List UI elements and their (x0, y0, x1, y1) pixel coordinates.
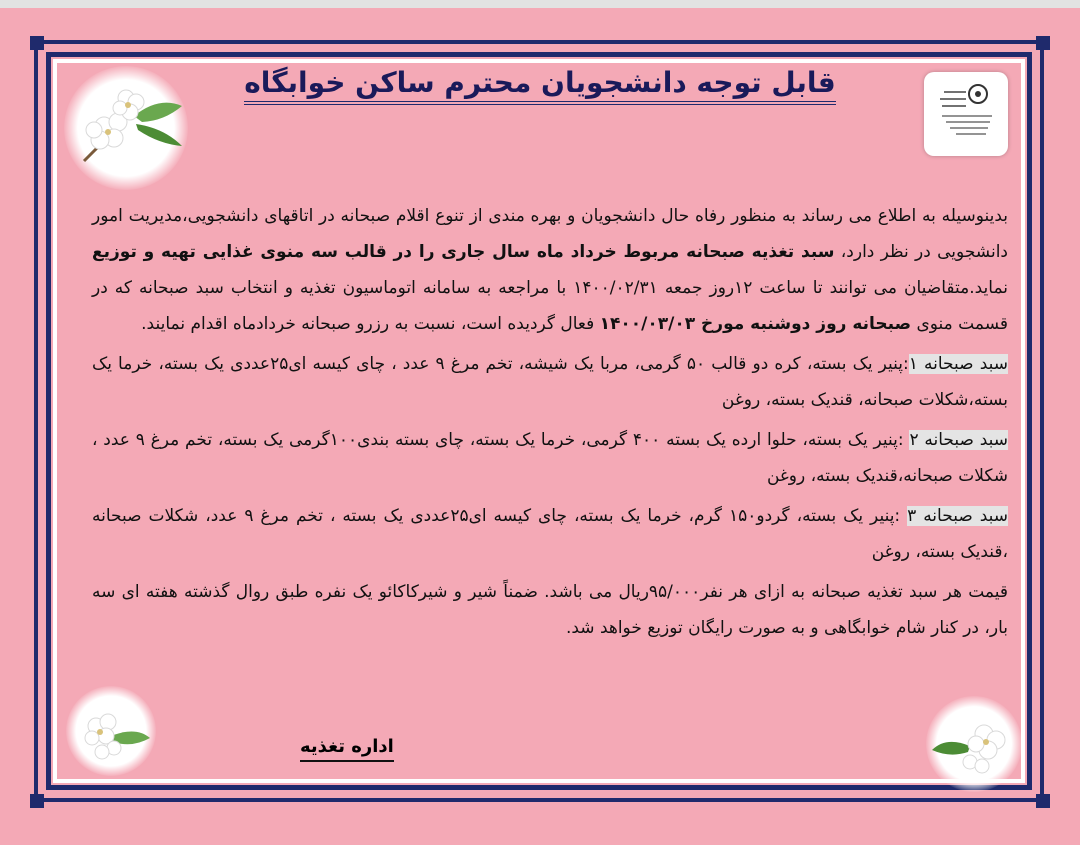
logo (924, 72, 1008, 156)
intro-paragraph (92, 198, 1008, 342)
cherry-blossom-icon (64, 66, 188, 190)
price-note: قیمت هر سبد تغذیه صبحانه به ازای هر نفر۹۵/۰۰۰ریال می باشد. ضمناً شیر و شیرکاکائو یک نفره طبق روال گذشته هفته ای سه بار، در کنار شام خوابگاهی و به صورت رایگان توزیع خواهد شد. (92, 582, 1008, 638)
university-emblem-icon (924, 72, 1008, 156)
frame-corner (30, 794, 44, 808)
basket-item (92, 346, 1008, 418)
basket-items: :پنیر یک بسته، حلوا ارده یک بسته ۴۰۰ گرمی، خرما یک بسته، چای بسته بندی۱۰۰گرمی یک بسته، تخم مرغ ۹ عدد ، شکلات صبحانه،قندیک بسته، روغن (92, 430, 1008, 486)
basket-items: :پنیر یک بسته، گردو۱۵۰ گرم، خرما یک بسته، چای کیسه ای۲۵عددی یک بسته ، تخم مرغ ۹ عدد، شکلات صبحانه ،قندیک بسته، روغن (92, 506, 1008, 562)
signature: اداره تغذیه (300, 734, 394, 762)
notice-body (92, 198, 1008, 650)
cherry-blossom-icon (66, 686, 156, 776)
basket-item (92, 422, 1008, 494)
basket-items: :پنیر یک بسته، کره دو قالب ۵۰ گرمی، مربا یک شیشه، تخم مرغ ۹ عدد ، چای کیسه ای۲۵عددی یک بسته، خرما یک بسته،شکلات صبحانه، قندیک بسته، روغن (92, 354, 1008, 410)
breakfast-date: صبحانه روز دوشنبه مورخ ۱۴۰۰/۰۳/۰۳ (599, 314, 912, 334)
intro-text: بدینوسیله به اطلاع می رساند به منظور رفاه حال دانشجویان و بهره مندی از تنوع اقلام صبحانه در اتاقهای دانشجویی،مدیریت امور دانشجویی در نظر دارد، (92, 206, 1008, 262)
basket-item (92, 498, 1008, 570)
frame-corner (1036, 794, 1050, 808)
frame-corner (1036, 36, 1050, 50)
frame-corner (30, 36, 44, 50)
intro-bold-text: سبد تغذیه صبحانه مربوط خرداد ماه سال جاری را در قالب سه منوی غذایی تهیه و توزیع (92, 242, 835, 262)
basket-label: سبد صبحانه ۱ (908, 354, 1008, 374)
intro-text: فعال گردیده است، نسبت به رزرو صبحانه خردادماه اقدام نمایند. (141, 314, 600, 334)
intro-text: نماید.متقاضیان می توانند تا ساعت ۱۲روز جمعه ۱۴۰۰/۰۲/۳۱ با مراجعه به سامانه اتوماسیون تغذیه و انتخاب سبد صبحانه که در قسمت منوی (92, 278, 1009, 334)
cherry-blossom-icon (926, 696, 1022, 792)
page-title: قابل توجه دانشجویان محترم ساکن خوابگاه (240, 66, 840, 99)
top-strip (0, 0, 1080, 8)
basket-label: سبد صبحانه ۳ (907, 506, 1009, 526)
basket-label: سبد صبحانه ۲ (909, 430, 1009, 450)
